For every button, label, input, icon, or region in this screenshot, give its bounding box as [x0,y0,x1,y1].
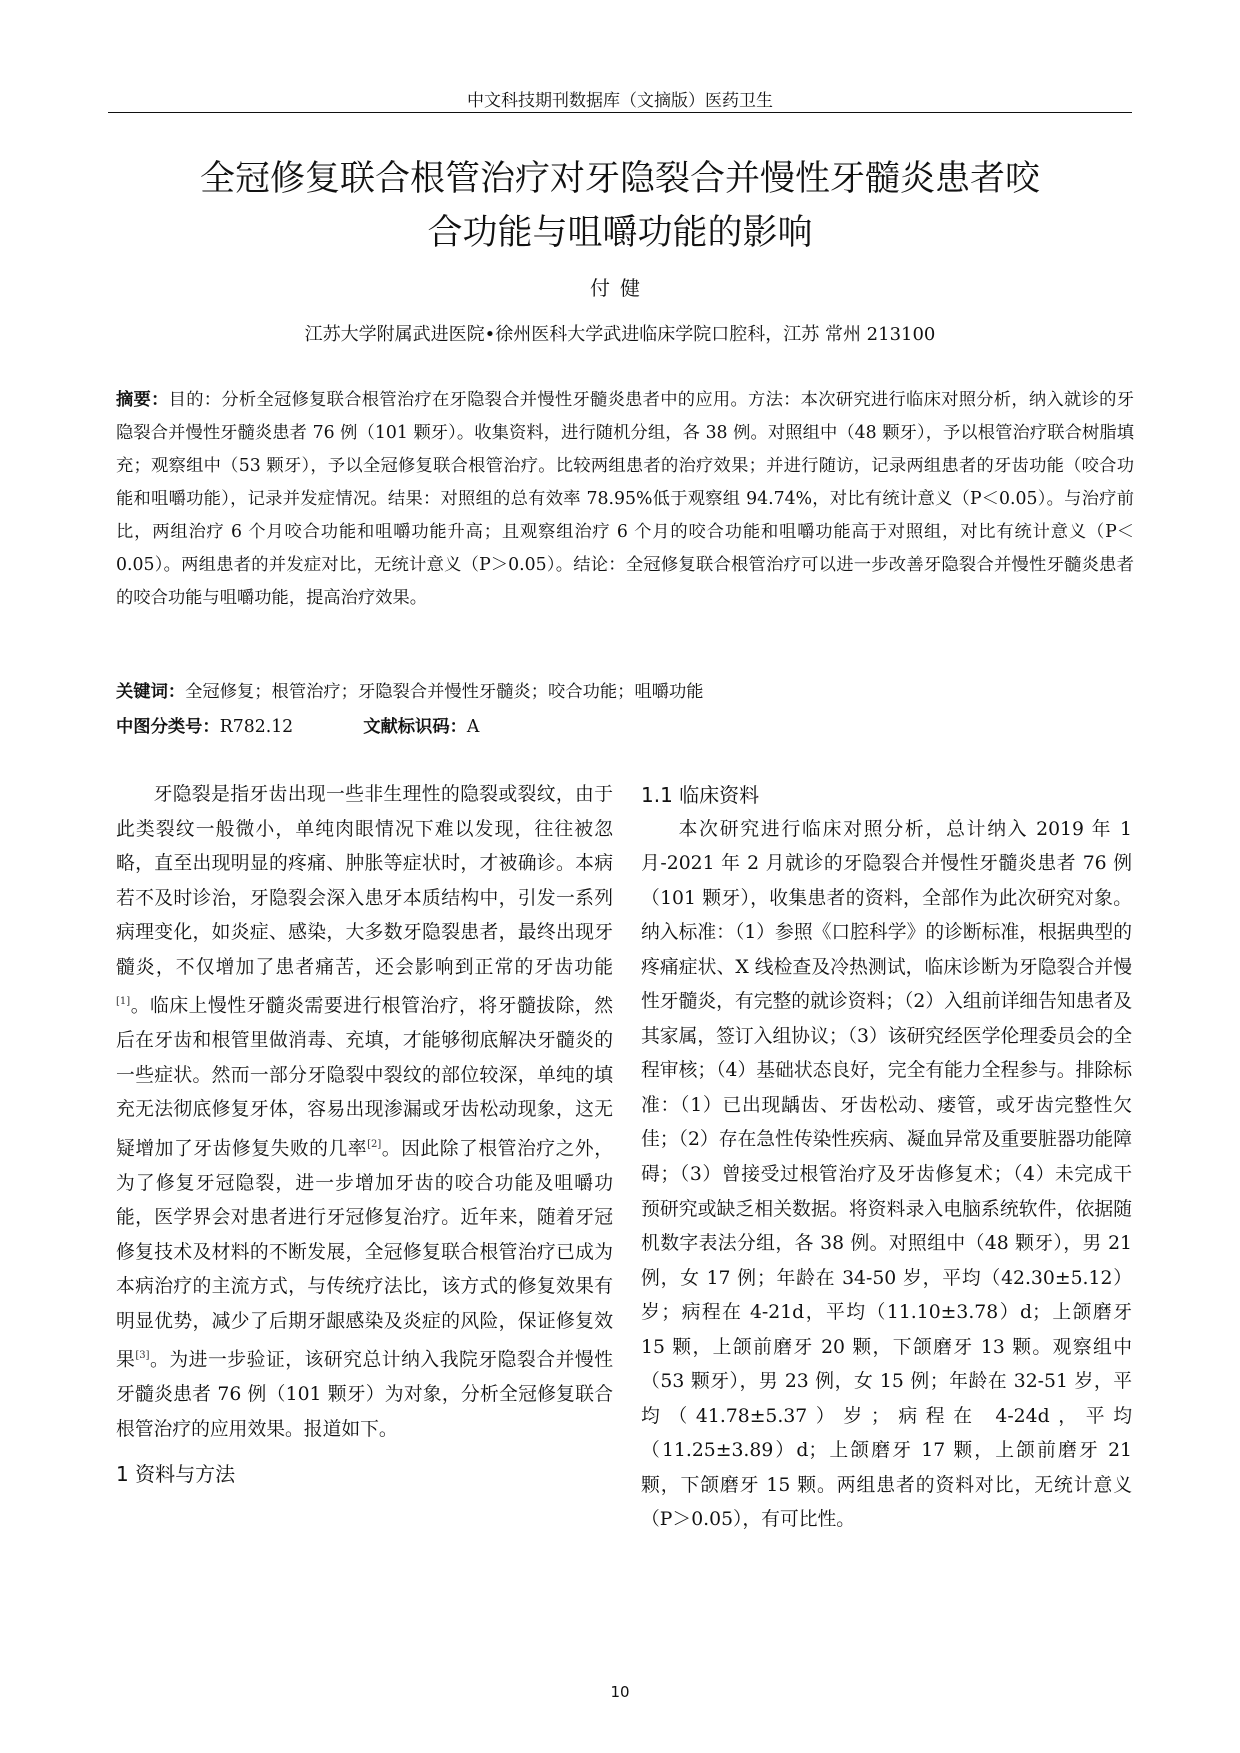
title-line-2: 合功能与咀嚼功能的影响 [427,213,813,253]
affiliation: 江苏大学附属武进医院•徐州医科大学武进临床学院口腔科，江苏 常州 213100 [304,324,936,345]
citation-ref-3: [3] [135,1350,150,1362]
citation-ref-2: [2] [367,1138,382,1150]
keywords [116,678,704,706]
left-column [116,778,613,1492]
journal-header: 中文科技期刊数据库（文摘版）医药卫生 [467,91,773,111]
classification [116,713,479,741]
section-heading-1-1: 1.1 临床资料 [641,783,760,807]
title-line-1: 全冠修复联合根管治疗对牙隐裂合并慢性牙髓炎患者咬 [199,159,1040,199]
keywords-label: 关键词： [116,682,186,702]
author: 付健 [590,276,650,300]
header-rule [108,112,1132,113]
right-column [641,778,1132,1538]
abstract-label: 摘要： [116,390,169,410]
doc-code-label: 文献标识码： [363,717,467,737]
abstract [116,384,1134,615]
clc-value: R782.12 [219,717,294,737]
page-number: 10 [610,1683,630,1701]
clc-label: 中图分类号： [116,717,220,737]
abstract-text: 目的：分析全冠修复联合根管治疗在牙隐裂合并慢性牙髓炎患者中的应用。方法：本次研究进行临床对照分析，纳入就诊的牙隐裂合并慢性牙髓炎患者 76 例（101 颗牙）。收集资料，进行随机分组，各 38 例。对照组中（48 颗牙），予以根管治疗联合树脂填充；观察组中（53 颗牙），予以全冠修复联合根管治疗。比较两组患者的治疗效果；并进行随访，记录两组患者的牙齿功能（咬合功能和咀嚼功能），记录并发症情况。结果：对照组的总有效率 78.95%低于观察组 94.74%，对比有统计意义（P＜0.05）。与治疗前比，两组治疗 6 个月咬合功能和咀嚼功能升高；且观察组治疗 6 个月的咬合功能和咀嚼功能高于对照组，对比有统计意义（P＜0.05）。两组患者的并发症对比，无统计意义（P＞0.05）。结论：全冠修复联合根管治疗可以进一步改善牙隐裂合并慢性牙髓炎患者的咬合功能与咀嚼功能，提高治疗效果。 [116,390,1134,608]
doc-code-value: A [466,717,480,737]
clinical-data-paragraph: 本次研究进行临床对照分析，总计纳入 2019 年 1 月-2021 年 2 月就诊的牙隐裂合并慢性牙髓炎患者 76 例（101 颗牙），收集患者的资料，全部作为此次研究对象。纳入标准：（1）参照《口腔科学》的诊断标准，根据典型的疼痛症状、X 线检查及冷热测试，临床诊断为牙隐裂合并慢性牙髓炎，有完整的就诊资料；（2）入组前详细告知患者及其家属，签订入组协议；（3）该研究经医学伦理委员会的全程审核；（4）基础状态良好，完全有能力全程参与。排除标准：（1）已出现龋齿、牙齿松动、瘘管，或牙齿完整性欠佳；（2）存在急性传染性疾病、凝血异常及重要脏器功能障碍；（3）曾接受过根管治疗及牙齿修复术；（4）未完成干预研究或缺乏相关数据。将资料录入电脑系统软件，依据随机数字表法分组，各 38 例。对照组中（48 颗牙），男 21 例，女 17 例；年龄在 34-50 岁，平均（42.30±5.12）岁；病程在 4-21d，平均（11.10±3.78）d；上颌磨牙 15 颗，上颌前磨牙 20 颗，下颌磨牙 13 颗。观察组中（53 颗牙），男 23 例，女 15 例；年龄在 32-51 岁，平均（41.78±5.37）岁；病程在 4-24d，平均（11.25±3.89）d；上颌磨牙 17 颗，上颌前磨牙 21 颗，下颌磨牙 15 颗。两组患者的资料对比，无统计意义（P＞0.05），有可比性。 [641,818,1132,1531]
citation-ref-1: [1] [116,996,131,1008]
intro-paragraph: 牙隐裂是指牙齿出现一些非生理性的隐裂或裂纹，由于此类裂纹一般微小，单纯肉眼情况下难以发现，往往被忽略，直至出现明显的疼痛、肿胀等症状时，才被确诊。本病若不及时诊治，牙隐裂会深入患牙本质结构中，引发一系列病理变化，如炎症、感染，大多数牙隐裂患者，最终出现牙髓炎，不仅增加了患者痛苦，还会影响到正常的牙齿功能[1]。临床上慢性牙髓炎需要进行根管治疗，将牙髓拔除，然后在牙齿和根管里做消毒、充填，才能够彻底解决牙髓炎的一些症状。然而一部分牙隐裂中裂纹的部位较深，单纯的填充无法彻底修复牙体，容易出现渗漏或牙齿松动现象，这无疑增加了牙齿修复失败的几率[2]。因此除了根管治疗之外，为了修复牙冠隐裂，进一步增加牙齿的咬合功能及咀嚼功能，医学界会对患者进行牙冠修复治疗。近年来，随着牙冠修复技术及材料的不断发展，全冠修复联合根管治疗已成为本病治疗的主流方式，与传统疗法比，该方式的修复效果有明显优势，减少了后期牙龈感染及炎症的风险，保证修复效果[3]。为进一步验证，该研究总计纳入我院牙隐裂合并慢性牙髓炎患者 76 例（101 颗牙）为对象，分析全冠修复联合根管治疗的应用效果。报道如下。 [116,784,614,1440]
article-title [108,152,1132,260]
section-heading-1: 1 资料与方法 [116,1462,236,1487]
keywords-text: 全冠修复；根管治疗；牙隐裂合并慢性牙髓炎；咬合功能；咀嚼功能 [185,682,704,702]
